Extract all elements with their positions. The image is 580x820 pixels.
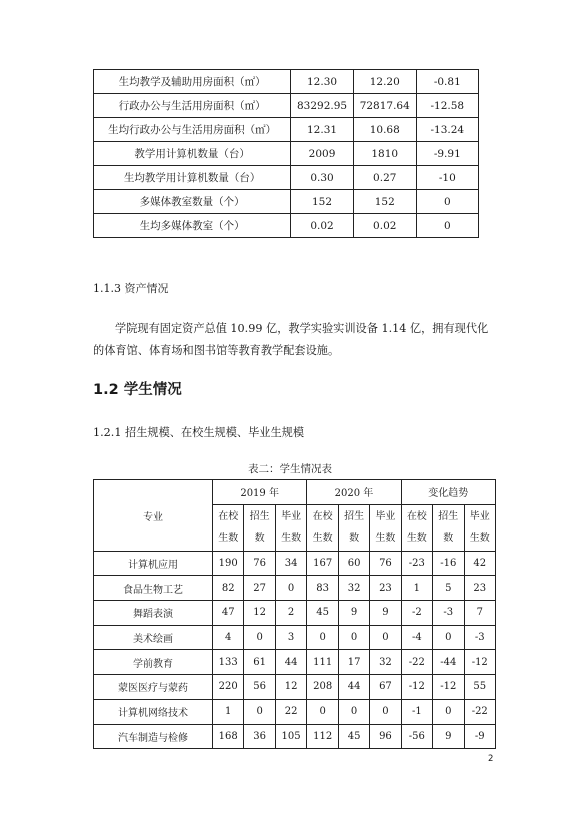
table-cell: 1 (212, 699, 244, 724)
subheader-line: 在校 (312, 510, 333, 522)
major-name: 计算机应用 (94, 551, 213, 576)
table-cell: -2 (401, 601, 432, 626)
table-cell: 83 (307, 576, 339, 601)
subheader-line: 毕业 (375, 510, 396, 522)
student-table (93, 479, 496, 749)
table-cell: -23 (401, 551, 432, 576)
subheader-line: 生数 (469, 532, 490, 544)
table-cell: 45 (338, 724, 369, 749)
table-cell: -12.58 (416, 94, 478, 118)
table-cell: 22 (275, 699, 307, 724)
table-row (94, 724, 496, 749)
table-cell: 0 (244, 699, 275, 724)
table-cell: 0 (433, 625, 464, 650)
table-cell: -3 (464, 625, 496, 650)
table-cell: 0.30 (291, 166, 354, 190)
table-cell: -16 (433, 551, 464, 576)
table-cell: 3 (275, 625, 307, 650)
table-cell: 44 (275, 650, 307, 675)
table-row (94, 94, 479, 118)
table-cell: 42 (464, 551, 496, 576)
table-cell: 32 (338, 576, 369, 601)
column-subheader (433, 504, 464, 551)
table-row (94, 625, 496, 650)
row-label: 生均教学用计算机数量（台） (94, 166, 291, 190)
column-subheader (212, 504, 244, 551)
table-cell: 0 (338, 699, 369, 724)
table-cell: -3 (433, 601, 464, 626)
table-cell: 12.31 (291, 118, 354, 142)
table-cell: 44 (338, 675, 369, 700)
table-cell: 9 (338, 601, 369, 626)
major-name: 蒙医医疗与蒙药 (94, 675, 213, 700)
major-name: 汽车制造与检修 (94, 724, 213, 749)
year-group-header: 2019 年 (212, 480, 306, 505)
table-cell: 0 (370, 699, 401, 724)
row-label: 多媒体教室数量（个） (94, 190, 291, 214)
row-label: 生均多媒体教室（个） (94, 214, 291, 238)
table-cell: 0.02 (353, 214, 416, 238)
table-caption: 表二：学生情况表 (248, 463, 332, 475)
table-row (94, 601, 496, 626)
table-cell: -12 (464, 650, 496, 675)
table-cell: -9 (464, 724, 496, 749)
year-group-header: 变化趋势 (401, 480, 495, 505)
table-cell: 60 (338, 551, 369, 576)
table-cell: -12 (433, 675, 464, 700)
table-row (94, 118, 479, 142)
table-cell: 167 (307, 551, 339, 576)
column-subheader (338, 504, 369, 551)
table-cell: 105 (275, 724, 307, 749)
subheader-line: 生数 (406, 532, 427, 544)
major-name: 学前教育 (94, 650, 213, 675)
section-heading-1-1-3: 1.1.3 资产情况 (93, 282, 169, 295)
table-cell: 2 (275, 601, 307, 626)
table-cell: 23 (370, 576, 401, 601)
table-cell: 32 (370, 650, 401, 675)
facility-table-body (94, 70, 479, 238)
table-cell: 45 (307, 601, 339, 626)
table-cell: 27 (244, 576, 275, 601)
table-cell: 10.68 (353, 118, 416, 142)
column-subheader (244, 504, 275, 551)
table-cell: 111 (307, 650, 339, 675)
subheader-line: 招生 (344, 510, 365, 522)
section-heading-1-2-1: 1.2.1 招生规模、在校生规模、毕业生规模 (93, 426, 305, 439)
subheader-line: 生数 (312, 532, 333, 544)
table-row (94, 166, 479, 190)
table-cell: 72817.64 (353, 94, 416, 118)
table-cell: 0 (416, 190, 478, 214)
table-cell: -56 (401, 724, 432, 749)
table-cell: -10 (416, 166, 478, 190)
table-cell: 0.27 (353, 166, 416, 190)
subheader-line: 数 (349, 532, 360, 544)
column-subheader (401, 504, 432, 551)
table-row (94, 675, 496, 700)
table-cell: 152 (291, 190, 354, 214)
table-cell: 152 (353, 190, 416, 214)
subheader-line: 毕业 (469, 510, 490, 522)
subheader-line: 生数 (218, 532, 239, 544)
subheader-line: 在校 (406, 510, 427, 522)
table-cell: -1 (401, 699, 432, 724)
column-subheader (307, 504, 339, 551)
table-cell: 82 (212, 576, 244, 601)
row-label: 行政办公与生活用房面积（㎡） (94, 94, 291, 118)
table-cell: 56 (244, 675, 275, 700)
major-name: 食品生物工艺 (94, 576, 213, 601)
table-cell: 12 (244, 601, 275, 626)
major-name: 美术绘画 (94, 625, 213, 650)
table-row (94, 699, 496, 724)
row-label: 教学用计算机数量（台） (94, 142, 291, 166)
table-cell: 47 (212, 601, 244, 626)
subheader-line: 招生 (438, 510, 459, 522)
table-cell: 190 (212, 551, 244, 576)
table-row (94, 142, 479, 166)
section-heading-1-2: 1.2 学生情况 (93, 382, 182, 398)
table-cell: 0 (307, 699, 339, 724)
subheader-line: 生数 (375, 532, 396, 544)
table-row (94, 70, 479, 94)
table-row (94, 650, 496, 675)
table-cell: 0 (244, 625, 275, 650)
table-cell: 208 (307, 675, 339, 700)
column-subheader (275, 504, 307, 551)
table-row (94, 576, 496, 601)
table-cell: -13.24 (416, 118, 478, 142)
table-cell: -12 (401, 675, 432, 700)
table-cell: 12.30 (291, 70, 354, 94)
table-cell: 17 (338, 650, 369, 675)
column-subheader (370, 504, 401, 551)
subheader-line: 数 (254, 532, 265, 544)
table-cell: 0 (338, 625, 369, 650)
table-cell: -22 (464, 699, 496, 724)
table-cell: 83292.95 (291, 94, 354, 118)
student-table-head (94, 480, 496, 552)
table-cell: 0 (433, 699, 464, 724)
table-cell: -4 (401, 625, 432, 650)
table-cell: 7 (464, 601, 496, 626)
table-cell: 220 (212, 675, 244, 700)
table-cell: 2009 (291, 142, 354, 166)
table-row (94, 214, 479, 238)
table-cell: 55 (464, 675, 496, 700)
table-cell: -9.91 (416, 142, 478, 166)
row-label: 生均行政办公与生活用房面积（㎡） (94, 118, 291, 142)
row-label: 生均教学及辅助用房面积（㎡） (94, 70, 291, 94)
major-name: 计算机网络技术 (94, 699, 213, 724)
table-cell: -22 (401, 650, 432, 675)
table-cell: 1810 (353, 142, 416, 166)
table-cell: 9 (370, 601, 401, 626)
table-cell: 36 (244, 724, 275, 749)
table-cell: 0 (307, 625, 339, 650)
table-cell: 0 (370, 625, 401, 650)
table-cell: 76 (244, 551, 275, 576)
table-cell: 0 (275, 576, 307, 601)
table-cell: 76 (370, 551, 401, 576)
column-subheader (464, 504, 496, 551)
assets-paragraph: 学院现有固定资产总值 10.99 亿，教学实验实训设备 1.14 亿，拥有现代化的体育馆、体育场和图书馆等教育教学配套设施。 (93, 322, 489, 357)
subheader-line: 招生 (249, 510, 270, 522)
table-row (94, 190, 479, 214)
table-cell: 12.20 (353, 70, 416, 94)
subheader-line: 毕业 (281, 510, 302, 522)
table-cell: 0 (416, 214, 478, 238)
table-cell: 133 (212, 650, 244, 675)
table-cell: 12 (275, 675, 307, 700)
table-cell: 0.02 (291, 214, 354, 238)
subheader-line: 数 (443, 532, 454, 544)
year-group-header: 2020 年 (307, 480, 401, 505)
table-cell: 96 (370, 724, 401, 749)
subheader-line: 生数 (281, 532, 302, 544)
major-name: 舞蹈表演 (94, 601, 213, 626)
table-cell: 168 (212, 724, 244, 749)
table-cell: 61 (244, 650, 275, 675)
table-cell: 34 (275, 551, 307, 576)
table-cell: 9 (433, 724, 464, 749)
table-row (94, 551, 496, 576)
table-cell: 1 (401, 576, 432, 601)
table-cell: -44 (433, 650, 464, 675)
table-cell: 112 (307, 724, 339, 749)
table-cell: 5 (433, 576, 464, 601)
page-number: 2 (488, 754, 494, 764)
major-header: 专业 (94, 480, 213, 552)
table-cell: 4 (212, 625, 244, 650)
table-cell: 23 (464, 576, 496, 601)
table-cell: 67 (370, 675, 401, 700)
student-table-body (94, 551, 496, 749)
facility-table (93, 69, 479, 238)
group-header-row (94, 480, 496, 505)
subheader-line: 在校 (218, 510, 239, 522)
table-cell: -0.81 (416, 70, 478, 94)
